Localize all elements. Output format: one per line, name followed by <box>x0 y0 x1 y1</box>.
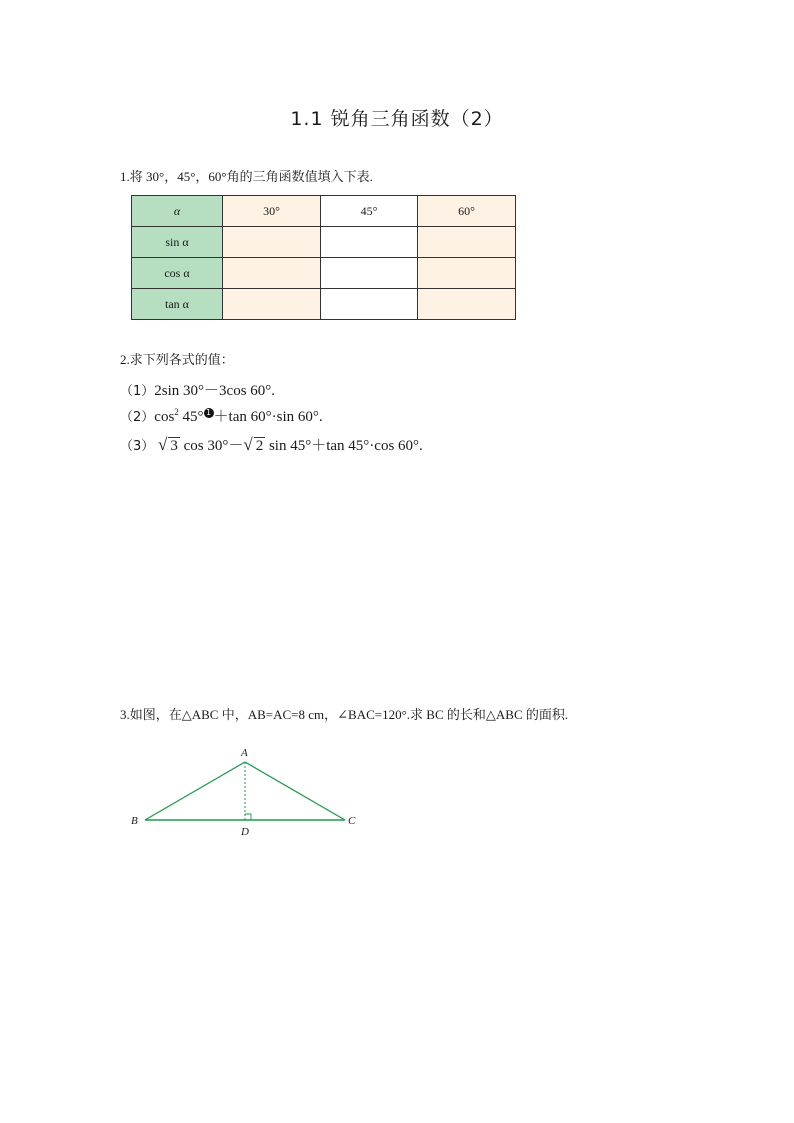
table-row <box>132 196 516 227</box>
sub-question-2 <box>120 405 323 426</box>
question-3: 3.如图，在△ABC 中，AB=AC=8 cm，∠BAC=120°.求 BC 的长和△ABC 的面积. <box>120 707 569 722</box>
vertex-label-b: B <box>131 815 138 827</box>
vertex-label-a: A <box>241 747 248 759</box>
table-row <box>132 258 516 289</box>
expression-part: cos <box>154 409 175 425</box>
expression-part: sin 45°＋tan 45°·cos 60°. <box>265 438 423 454</box>
square-root <box>158 435 180 455</box>
footnote-marker-icon: 1 <box>204 408 214 418</box>
radical-icon: √ <box>158 435 168 454</box>
answer-cell[interactable] <box>321 227 418 258</box>
answer-cell[interactable] <box>223 258 321 289</box>
table-row <box>132 227 516 258</box>
header-alpha: α <box>132 196 223 227</box>
side-ac <box>245 762 345 820</box>
header-60: 60° <box>418 196 516 227</box>
header-45: 45° <box>321 196 418 227</box>
sub-label: （2） <box>120 410 155 425</box>
answer-cell[interactable] <box>223 227 321 258</box>
answer-cell[interactable] <box>418 227 516 258</box>
sub-label: （3） <box>120 439 155 454</box>
sub-label: （1） <box>120 384 155 399</box>
radicand: 3 <box>170 438 178 454</box>
expression-part: cos 30°－ <box>179 438 244 454</box>
row-label-sin: sin α <box>132 227 223 258</box>
expression-part: 45° <box>178 409 204 425</box>
sub-question-3 <box>120 434 423 455</box>
sub-question-1 <box>120 379 275 400</box>
answer-cell[interactable] <box>418 289 516 320</box>
row-label-cos: cos α <box>132 258 223 289</box>
page-title: 1.1 锐角三角函数（2） <box>290 108 504 130</box>
square-root <box>243 435 265 455</box>
question-1: 1.将 30°，45°，60°角的三角函数值填入下表. <box>120 169 373 184</box>
answer-cell[interactable] <box>321 258 418 289</box>
answer-cell[interactable] <box>418 258 516 289</box>
question-2-prompt: 2.求下列各式的值： <box>120 352 234 367</box>
expression-part: ＋tan 60°·sin 60°. <box>213 409 323 425</box>
expression: 2sin 30°－3cos 60°. <box>154 383 276 399</box>
answer-cell[interactable] <box>321 289 418 320</box>
trig-values-table <box>131 195 516 320</box>
right-angle-mark <box>245 814 251 820</box>
vertex-label-c: C <box>348 815 356 827</box>
table-row <box>132 289 516 320</box>
header-30: 30° <box>223 196 321 227</box>
answer-cell[interactable] <box>223 289 321 320</box>
radicand: 2 <box>255 438 264 454</box>
side-ab <box>145 762 245 820</box>
triangle-figure <box>125 742 375 842</box>
exponent: 2 <box>174 407 179 417</box>
row-label-tan: tan α <box>132 289 223 320</box>
radical-icon: √ <box>243 435 253 454</box>
vertex-label-d: D <box>241 826 249 838</box>
